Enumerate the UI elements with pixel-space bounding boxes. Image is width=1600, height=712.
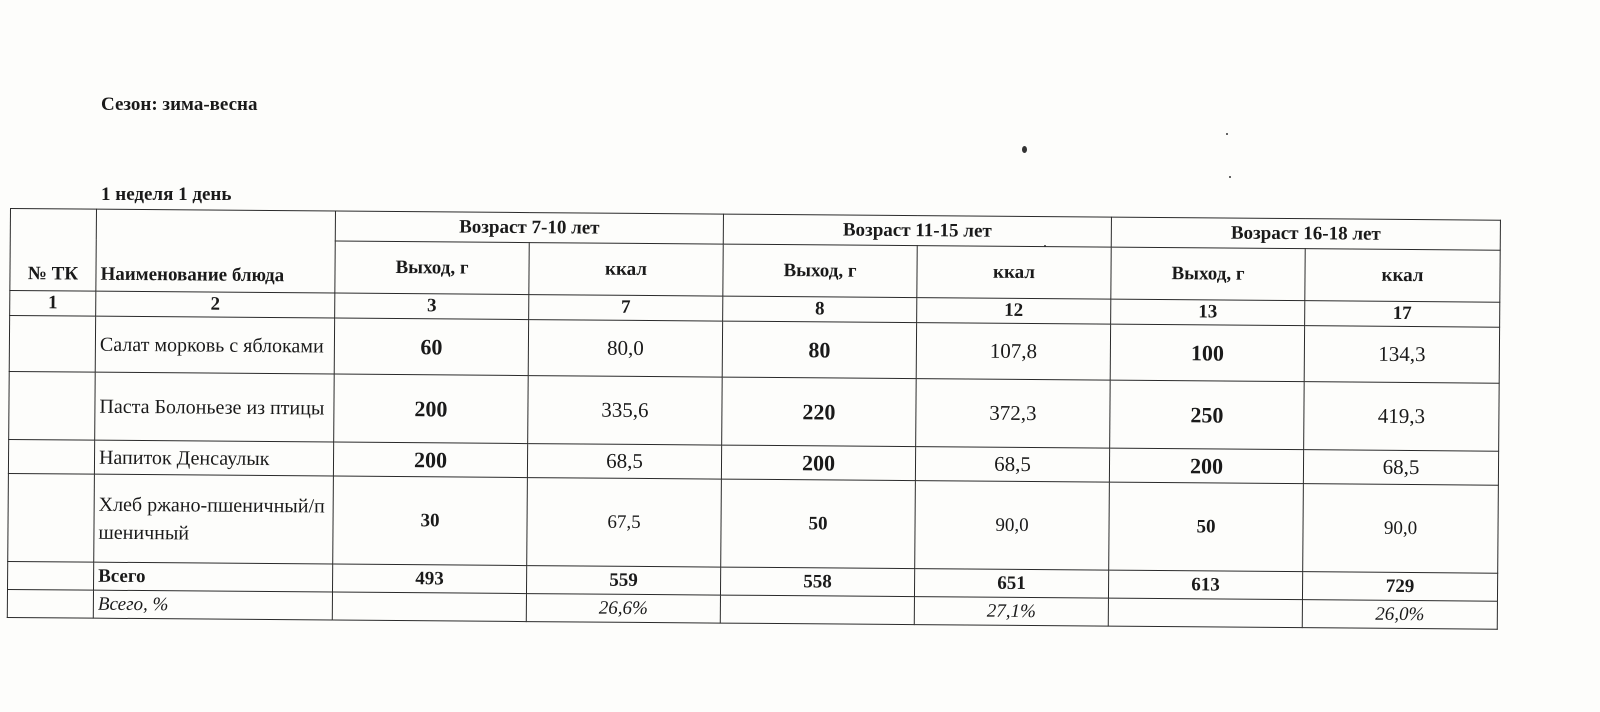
yield-cell: 200 (1109, 448, 1303, 484)
yield-cell: 200 (333, 442, 527, 478)
kcal-cell: 335,6 (528, 376, 723, 446)
age-group-11-15-header: Возраст 11-15 лет (723, 214, 1111, 247)
total-kcal-cell: 559 (526, 566, 720, 596)
kcal-cell: 68,5 (915, 447, 1109, 483)
tk-cell (8, 439, 94, 474)
yield-cell: 200 (334, 374, 529, 444)
kcal-cell: 134,3 (1304, 326, 1499, 384)
yield-cell: 60 (334, 318, 528, 376)
total-percent-cell: 27,1% (914, 597, 1108, 627)
yield-cell: 220 (722, 377, 917, 447)
kcal-11-15-header: ккал (917, 246, 1111, 300)
tk-cell (9, 371, 96, 440)
kcal-cell: 67,5 (527, 478, 722, 568)
menu-table (7, 208, 1501, 630)
dish-name-cell: Салат морковь с яблоками (95, 316, 334, 374)
column-number: 13 (1111, 299, 1305, 326)
yield-16-18-header: Выход, г (1111, 247, 1305, 301)
tk-cell (8, 473, 95, 562)
yield-cell: 100 (1110, 324, 1304, 382)
column-number: 2 (96, 291, 335, 318)
kcal-cell: 372,3 (916, 379, 1111, 449)
yield-cell: 30 (333, 476, 528, 566)
dish-name-cell: Напиток Денсаулык (94, 440, 333, 476)
kcal-7-10-header: ккал (529, 243, 723, 297)
column-number: 12 (917, 298, 1111, 325)
dish-name-cell: Паста Болоньезе из птицы (95, 372, 335, 442)
total-percent-cell (332, 592, 526, 622)
yield-cell: 80 (722, 321, 916, 379)
column-number: 3 (335, 293, 529, 320)
tk-column-header: № ТК (10, 209, 97, 292)
yield-7-10-header: Выход, г (335, 241, 529, 295)
age-group-16-18-header: Возраст 16-18 лет (1111, 217, 1500, 250)
column-number: 8 (723, 296, 917, 323)
season-label: Сезон: зима-весна (101, 94, 258, 115)
kcal-16-18-header: ккал (1305, 249, 1500, 303)
tk-cell (8, 561, 94, 590)
yield-11-15-header: Выход, г (723, 244, 917, 298)
total-percent-cell: 26,6% (526, 594, 720, 624)
dish-row (9, 371, 1500, 451)
week-day-label: 1 неделя 1 день (101, 184, 232, 205)
total-percent-cell (720, 595, 914, 625)
dish-name-cell: Хлеб ржано-пшеничный/пшеничный (94, 474, 334, 564)
kcal-cell: 90,0 (1303, 484, 1499, 574)
kcal-cell: 90,0 (915, 481, 1110, 571)
yield-cell: 50 (721, 479, 916, 569)
total-kcal-cell: 651 (914, 569, 1108, 599)
kcal-cell: 80,0 (528, 320, 722, 378)
scan-speck (1229, 176, 1231, 178)
total-kcal-cell: 729 (1302, 572, 1497, 602)
yield-cell: 50 (1109, 482, 1304, 572)
scan-speck (1022, 146, 1027, 153)
total-yield-cell: 613 (1108, 570, 1302, 600)
dish-name-column-header: Наименование блюда (96, 209, 336, 293)
total-percent-cell (1108, 598, 1302, 628)
age-group-7-10-header: Возраст 7-10 лет (335, 211, 723, 244)
total-label: Всего (94, 562, 333, 592)
column-number: 17 (1305, 301, 1500, 328)
tk-cell (9, 316, 95, 373)
dish-row (8, 473, 1499, 573)
total-yield-cell: 558 (720, 567, 914, 597)
kcal-cell: 419,3 (1304, 382, 1500, 452)
kcal-cell: 68,5 (527, 444, 721, 480)
yield-cell: 250 (1110, 380, 1305, 450)
yield-cell: 200 (721, 445, 915, 481)
tk-cell (7, 589, 93, 618)
kcal-cell: 107,8 (916, 323, 1110, 381)
total-percent-label: Всего, % (93, 590, 332, 620)
kcal-cell: 68,5 (1303, 450, 1498, 486)
column-number: 1 (10, 291, 96, 317)
total-yield-cell: 493 (332, 564, 526, 594)
column-number: 7 (529, 295, 723, 322)
total-percent-cell: 26,0% (1302, 600, 1497, 630)
scan-speck (1226, 133, 1228, 135)
